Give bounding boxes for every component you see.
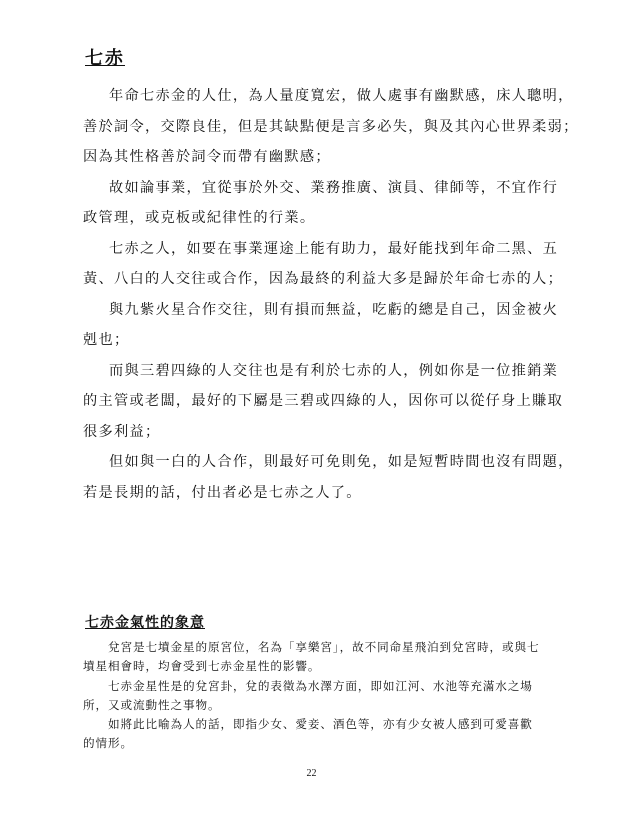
paragraph-line: 黃、八白的人交往或合作，因為最終的利益大多是歸於年命七赤的人； [83,271,564,287]
paragraph-line: 很多利益； [83,423,161,440]
paragraph-line: 但如與一白的人合作，則最好可免則免，如是短暫時間也沒有問題， [109,454,574,470]
paragraph-line: 善於詞令，交際良佳，但是其缺點便是言多必失，與及其內心世界柔弱； [83,118,579,135]
paragraph-line: 若是長期的話，付出者必是七赤之人了。 [83,484,362,501]
paragraph-line: 故如論事業，宜從事於外交、業務推廣、演員、律師等，不宜作行 [109,179,559,196]
paragraph-line: 剋也； [83,332,130,348]
subsection-line: 所，又或流動性之事物。 [83,697,221,712]
page-number: 22 [306,768,317,779]
subsection-line: 墳星相會時，均會受到七赤金星性的影響。 [83,659,321,674]
paragraph-line: 七赤之人，如要在事業運途上能有助力，最好能找到年命二黑、五 [109,240,559,257]
paragraph-line: 政管理，或克板或紀律性的行業。 [83,210,316,226]
subsection-line: 的情形。 [83,736,133,751]
paragraph-line: 而與三碧四綠的人交往也是有利於七赤的人，例如你是一位推銷業 [109,362,559,379]
subsection-line: 七赤金星性是的兌宮卦，兌的表徵為水澤方面，即如江河、水池等充滿水之場 [108,678,533,693]
body-text [83,81,579,508]
paragraph-line: 的主管或老闆，最好的下屬是三碧或四綠的人，因你可以從仔身上賺取 [83,393,564,409]
paragraph-line: 年命七赤金的人仕，為人量度寬宏，做人處事有幽默感，床人聰明， [109,88,574,104]
paragraph-line: 與九紫火星合作交往，則有損而無益，吃虧的總是自己，因金被火 [109,301,559,318]
subsection-line: 兌宮是七墳金星的原宮位，名為「享樂宮」，故不同命星飛泊到兌宮時，或與七 [108,640,540,654]
paragraph-line: 因為其性格善於詞令而帶有幽默感； [83,149,331,165]
subsection-title: 七赤金氣性的象意 [85,615,205,631]
subsection-line: 如將此比喻為人的話，即指少女、愛妾、酒色等，亦有少女被人感到可愛喜歡 [108,717,533,732]
subsection-text [83,638,553,754]
section-title: 七赤 [85,48,125,69]
